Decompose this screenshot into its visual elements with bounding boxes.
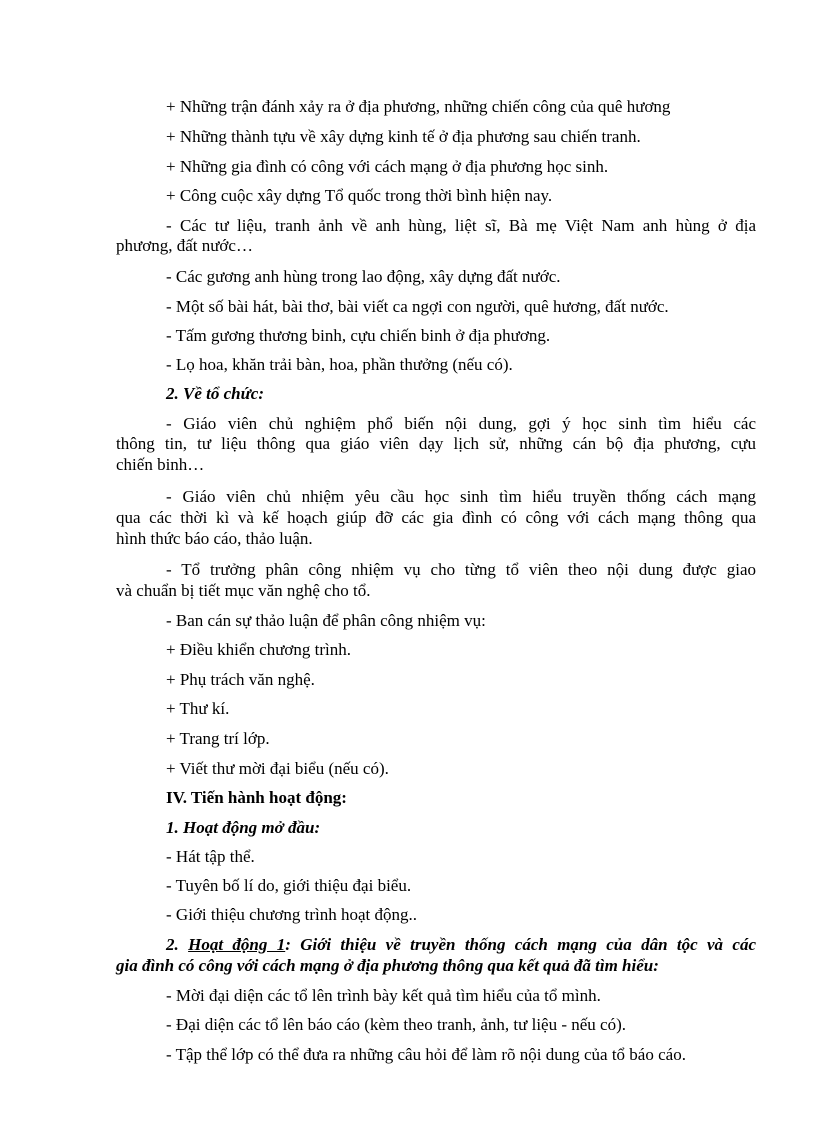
text-line: thông tin, tư liệu thông qua giáo viên dạy lịch sử, những cán bộ địa phương, cựu <box>116 434 756 453</box>
heading-number: 2. <box>166 935 189 954</box>
text-line: + Công cuộc xây dựng Tổ quốc trong thời bình hiện nay. <box>166 186 553 205</box>
heading-rest: : Giới thiệu về truyền thống cách mạng của dân tộc và các <box>285 935 756 954</box>
text-line: - Các tư liệu, tranh ảnh về anh hùng, liệt sĩ, Bà mẹ Việt Nam anh hùng ở địa <box>166 216 756 235</box>
text-line: - Giới thiệu chương trình hoạt động.. <box>166 905 417 924</box>
section-heading: IV. Tiến hành hoạt động: <box>166 788 347 807</box>
section-heading: 2. Về tổ chức: <box>166 384 264 403</box>
text-line: - Tập thể lớp có thể đưa ra những câu hỏi để làm rõ nội dung của tổ báo cáo. <box>166 1045 686 1064</box>
subsection-heading <box>166 935 756 955</box>
text-line: hình thức báo cáo, thảo luận. <box>116 529 313 548</box>
text-line: - Các gương anh hùng trong lao động, xây dựng đất nước. <box>166 267 561 286</box>
text-line: + Những trận đánh xảy ra ở địa phương, những chiến công của quê hương <box>166 97 671 116</box>
text-line: - Tổ trưởng phân công nhiệm vụ cho từng tổ viên theo nội dung được giao <box>166 560 756 579</box>
text-line: - Giáo viên chủ nghiệm phổ biến nội dung, gợi ý học sinh tìm hiểu các <box>166 414 756 433</box>
text-line: + Trang trí lớp. <box>166 729 270 748</box>
heading-underlined-label: Hoạt động 1 <box>188 935 286 954</box>
text-line: - Mời đại diện các tổ lên trình bày kết quả tìm hiểu của tổ mình. <box>166 986 601 1005</box>
text-line: - Một số bài hát, bài thơ, bài viết ca ngợi con người, quê hương, đất nước. <box>166 297 669 316</box>
text-line: + Thư kí. <box>166 699 230 718</box>
text-line: + Điều khiển chương trình. <box>166 640 352 659</box>
text-line: - Hát tập thể. <box>166 847 255 866</box>
text-line: - Ban cán sự thảo luận để phân công nhiệm vụ: <box>166 611 486 630</box>
text-line: - Đại diện các tổ lên báo cáo (kèm theo tranh, ảnh, tư liệu - nếu có). <box>166 1015 627 1034</box>
text-line: + Những gia đình có công với cách mạng ở địa phương học sinh. <box>166 157 609 176</box>
text-line: - Tuyên bố lí do, giới thiệu đại biểu. <box>166 876 412 895</box>
subsection-heading: 1. Hoạt động mở đầu: <box>166 818 321 837</box>
text-line: phương, đất nước… <box>116 236 253 255</box>
text-line: qua các thời kì và kế hoạch giúp đỡ các gia đình có công với cách mạng thông qua <box>116 508 756 527</box>
text-line: + Những thành tựu về xây dựng kinh tế ở địa phương sau chiến tranh. <box>166 127 641 146</box>
text-line: - Lọ hoa, khăn trải bàn, hoa, phần thưởng (nếu có). <box>166 355 513 374</box>
text-line: + Phụ trách văn nghệ. <box>166 670 315 689</box>
text-line: chiến binh… <box>116 455 205 474</box>
text-line: - Tấm gương thương binh, cựu chiến binh ở địa phương. <box>166 326 551 345</box>
subsection-heading-cont: gia đình có công với cách mạng ở địa phương thông qua kết quả đã tìm hiểu: <box>116 956 659 975</box>
text-line: và chuẩn bị tiết mục văn nghệ cho tổ. <box>116 581 371 600</box>
text-line: - Giáo viên chủ nhiệm yêu cầu học sinh tìm hiểu truyền thống cách mạng <box>166 487 756 506</box>
text-line: + Viết thư mời đại biểu (nếu có). <box>166 759 389 778</box>
